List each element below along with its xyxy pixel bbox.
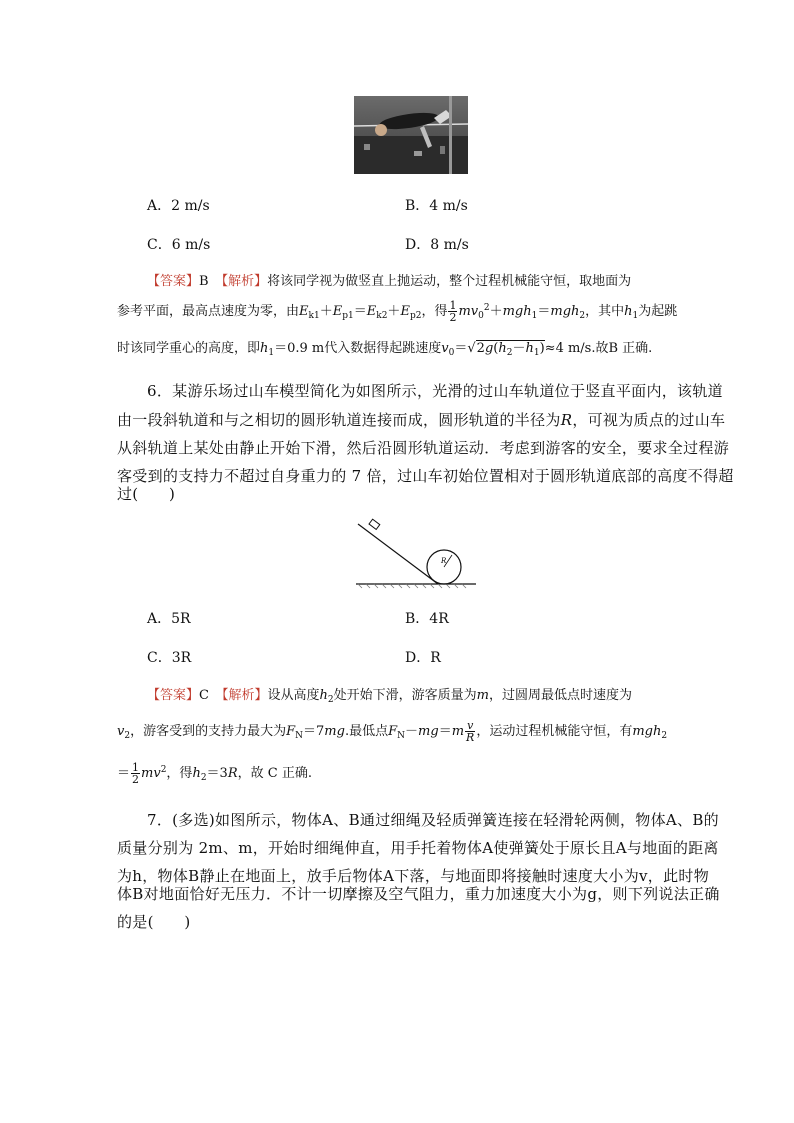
q6-stem-line-3: 从斜轨道上某处由静止开始下滑，然后沿圆形轨道运动．考虑到游客的安全，要求全过程游: [117, 439, 730, 457]
roller-coaster-diagram: [352, 518, 480, 590]
q5-answer-line-2: 参考平面，最高点速度为零，由$E_{k1}+E_{p1}=E_{k2}+E_{p2}$，得 $\frac{1}{2}$ $mv_0^2+mgh_1=mgh_2$，其中$h_1$为起跳: [117, 299, 678, 324]
q6-stem-line-2: 由一段斜轨道和与之相切的圆形轨道连接而成，圆形轨道的半径为R，可视为质点的过山车: [117, 411, 726, 429]
q5-option-b: B．4 m/s: [405, 198, 468, 214]
q6-option-a: A．5R: [147, 611, 191, 627]
q5-option-a: A．2 m/s: [147, 198, 210, 214]
q6-stem-line-4: 客受到的支持力不超过自身重力的 7 倍，过山车初始位置相对于圆形轨道底部的高度不得超: [117, 467, 734, 485]
q6-option-c: C．3R: [147, 650, 192, 666]
q5-option-c: C．6 m/s: [147, 237, 211, 253]
radius-label: R: [441, 557, 447, 565]
q7-stem-line-5: 的是( ): [117, 913, 191, 931]
q7-stem-line-1: 7．(多选)如图所示，物体A、B通过细绳及轻质弹簧连接在轻滑轮两侧，物体A、B的: [147, 811, 719, 829]
q5-answer-line-1: 【答案】B 【解析】将该同学视为做竖直上抛运动，整个过程机械能守恒，取地面为: [147, 274, 632, 289]
q6-answer-line-2: $v_2$，游客受到的支持力最大为$F_N=7mg$.最低点$F_N-mg=m$ $\frac{v}{R}$ ，运动过程机械能守恒，有mgh$_2$: [117, 719, 668, 744]
q5-answer-line-3: 时该同学重心的高度，即$h_1=0.9$ m代入数据得起跳速度$v_0=√2g(h_2-h_1)\approx 4$ m/s.故B 正确.: [117, 341, 653, 358]
q6-answer-line-1: 【答案】C 【解析】设从高度$h_2$处开始下滑，游客质量为m，过圆周最低点时速度为: [147, 688, 632, 705]
q6-stem-line-5: 过( ): [117, 485, 176, 503]
q7-stem-line-3: 为h，物体B静止在地面上，放手后物体A下落，与地面即将接触时速度大小为v，此时物: [117, 867, 709, 885]
q7-stem-line-4: 体B对地面恰好无压力．不计一切摩擦及空气阻力，重力加速度大小为g，则下列说法正确: [117, 885, 720, 903]
q6-option-b: B．4R: [405, 611, 449, 627]
q6-stem-line-1: 6．某游乐场过山车模型简化为如图所示，光滑的过山车轨道位于竖直平面内，该轨道: [147, 382, 723, 400]
q7-stem-line-2: 质量分别为 2m、m，开始时细绳伸直，用手托着物体A使弹簧处于原长且A与地面的距离: [117, 839, 719, 857]
q5-option-d: D．8 m/s: [405, 237, 469, 253]
q6-option-d: D．R: [405, 650, 441, 666]
q6-answer-line-3: ＝ $\frac{1}{2}$ $mv^2$，得$h_2=3R$，故 C 正确.: [117, 761, 312, 786]
high-jump-photo: [354, 96, 468, 174]
